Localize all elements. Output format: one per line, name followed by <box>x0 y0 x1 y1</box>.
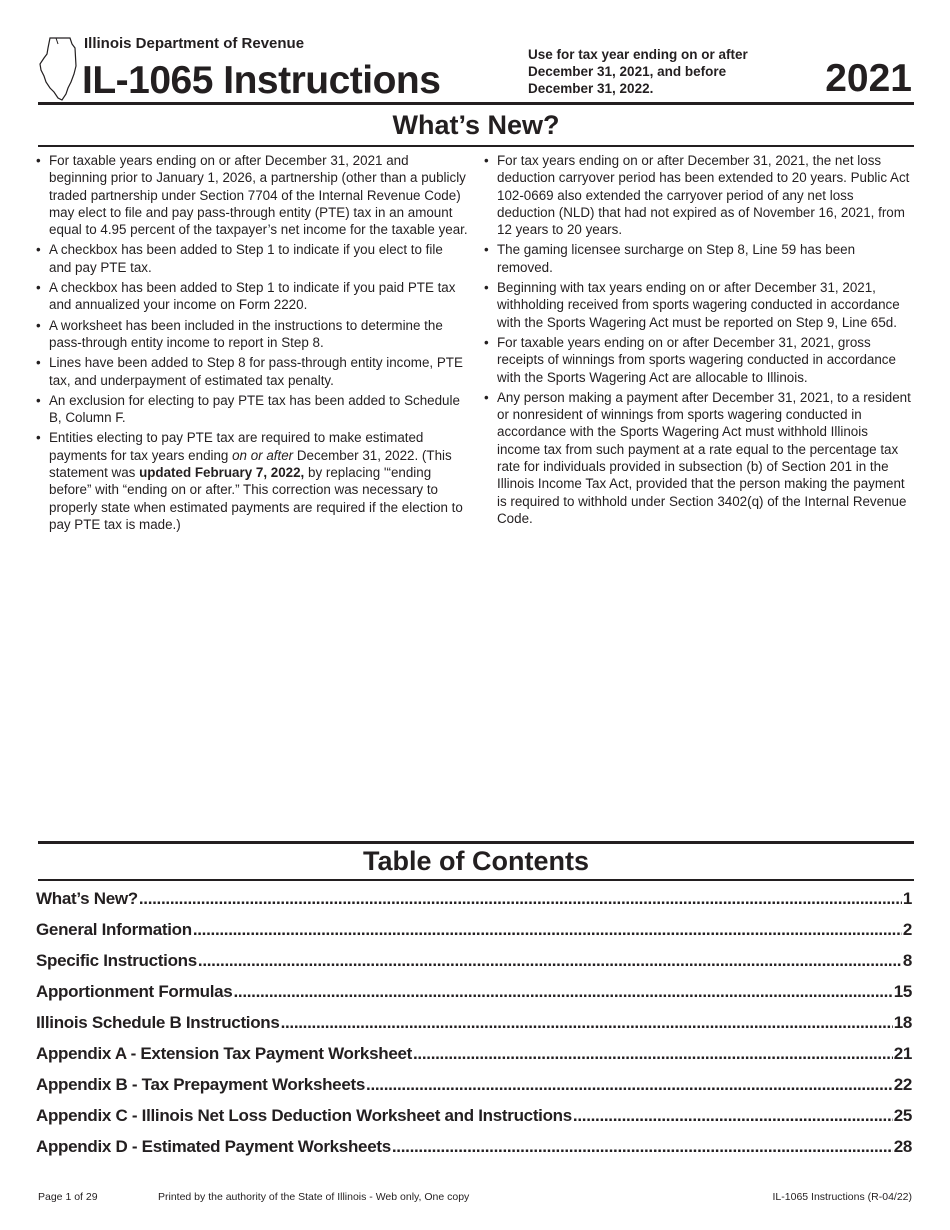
list-item: • Any person making a payment after December 31, 2021, to a resident or nonresident of winnings from sports wagering conducted in accordance with the Sports Wagering Act must withhold Illinois income tax from such payment at a rate equal to the percentage tax rate for individuals provided in subsection (b) of Section 201 in the Illinois Income Tax Act, provided that the person making the payment is required to withhold under Section 3402(q) of the Internal Revenue Code. <box>484 389 912 527</box>
toc-entry-schedule-b[interactable]: Illinois Schedule B Instructions ..... 18 <box>36 1013 912 1044</box>
whats-new-divider <box>38 145 914 147</box>
list-item-pte-estimated-payments: • Entities electing to pay PTE tax are required to make estimated payments for tax years ending on or after December 31, 2022. (This statement was updated February 7, 2022, by replacing '“ending before” with “ending on or after.” This correction was necessary to properly state when estimated payments are required if the election to pay PTE tax is made.) <box>36 429 468 533</box>
whats-new-left-column <box>36 152 468 536</box>
table-of-contents <box>36 889 912 1168</box>
list-item: • For tax years ending on or after December 31, 2021, the net loss deduction carryover period has been extended to 20 years. Public Act 102-0669 also extended the carryover period of any net loss deduction (NLD) that had not expired as of November 16, 2021, from 12 years to 20 years. <box>484 152 912 238</box>
list-item: • Beginning with tax years ending on or after December 31, 2021, withholding received from sports wagering conducted in accordance with the Sports Wagering Act must be reported on Step 9, Line 65d. <box>484 279 912 331</box>
toc-entry-apportionment-formulas[interactable]: Apportionment Formulas ..... 15 <box>36 982 912 1013</box>
list-item: • A worksheet has been included in the instructions to determine the pass-through entity income to report in Step 8. <box>36 317 468 352</box>
list-item: • For taxable years ending on or after December 31, 2021, gross receipts of winnings from sports wagering conducted in accordance with the Sports Wagering Act are allocable to Illinois. <box>484 334 912 386</box>
list-item: • An exclusion for electing to pay PTE tax has been added to Schedule B, Column F. <box>36 392 468 427</box>
department-name: Illinois Department of Revenue <box>84 35 305 52</box>
whats-new-right-column <box>484 152 912 530</box>
toc-title: Table of Contents <box>363 846 589 876</box>
form-title: IL-1065 Instructions <box>82 59 441 102</box>
footer-printed-by: Printed by the authority of the State of Illinois - Web only, One copy <box>158 1191 470 1203</box>
toc-entry-appendix-b[interactable]: Appendix B - Tax Prepayment Worksheets ..... 22 <box>36 1075 912 1106</box>
list-item: • A checkbox has been added to Step 1 to indicate if you elect to file and pay PTE tax. <box>36 241 468 276</box>
toc-title-divider <box>38 879 914 881</box>
footer-page-number: Page 1 of 29 <box>38 1191 98 1203</box>
header-divider <box>38 102 914 105</box>
list-item: • The gaming licensee surcharge on Step 8, Line 59 has been removed. <box>484 241 912 276</box>
footer-form-id: IL-1065 Instructions (R-04/22) <box>772 1191 912 1203</box>
toc-entry-general-information[interactable]: General Information ..... 2 <box>36 920 912 951</box>
toc-entry-appendix-d[interactable]: Appendix D - Estimated Payment Worksheets ..... 28 <box>36 1137 912 1168</box>
toc-entry-specific-instructions[interactable]: Specific Instructions ..... 8 <box>36 951 912 982</box>
document-header <box>38 32 914 104</box>
toc-entry-appendix-c[interactable]: Appendix C - Illinois Net Loss Deduction Worksheet and Instructions ..... 25 <box>36 1106 912 1137</box>
toc-entry-appendix-a[interactable]: Appendix A - Extension Tax Payment Worksheet ..... 21 <box>36 1044 912 1075</box>
toc-top-divider <box>38 841 914 844</box>
whats-new-title: What’s New? <box>392 110 560 140</box>
toc-entry-whats-new[interactable]: What’s New? ..... 1 <box>36 889 912 920</box>
list-item: • Lines have been added to Step 8 for pass-through entity income, PTE tax, and underpayment of estimated tax penalty. <box>36 354 468 389</box>
illinois-state-outline-icon <box>38 36 78 102</box>
list-item: • For taxable years ending on or after December 31, 2021 and beginning prior to January 1, 2026, a partnership (other than a publicly traded partnership under Section 7704 of the Internal Revenue Code) may elect to file and pay pass-through entity (PTE) tax in an amount equal to 4.95 percent of the taxpayer’s net income for the taxable year. <box>36 152 468 238</box>
list-item: • A checkbox has been added to Step 1 to indicate if you paid PTE tax and annualized your income on Form 2220. <box>36 279 468 314</box>
tax-year-note: Use for tax year ending on or after December 31, 2021, and before December 31, 2022. <box>528 47 748 96</box>
tax-year: 2021 <box>825 57 912 100</box>
